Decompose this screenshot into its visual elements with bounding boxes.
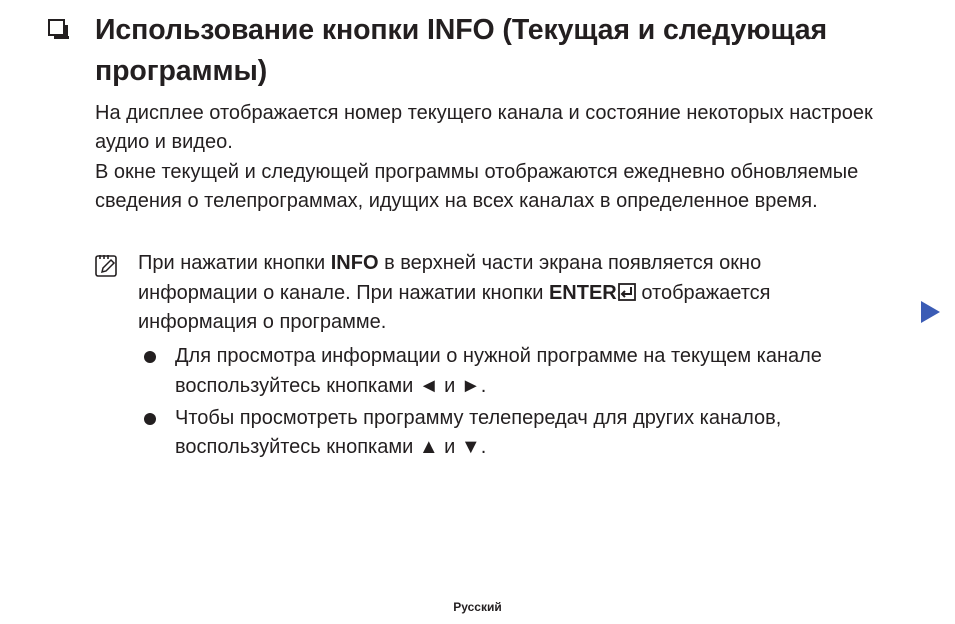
bullet-text: Чтобы просмотреть программу телепередач для других каналов, воспользуйтесь кнопками ▲ и ▼. xyxy=(175,406,782,458)
note-text-part3: отображается информация о программе. xyxy=(138,281,771,333)
bullet-list xyxy=(142,342,902,465)
enter-key-icon xyxy=(618,283,636,301)
intro-paragraph: На дисплее отображается номер текущего канала и состояние некоторых настроек аудио и видео. xyxy=(95,102,873,153)
list-item xyxy=(142,404,902,463)
bullet-text: Для просмотра информации о нужной программе на текущем канале воспользуйтесь кнопками ◄ и ►. xyxy=(175,345,822,397)
next-page-arrow-icon[interactable] xyxy=(921,301,940,323)
info-key-label: INFO xyxy=(330,252,379,274)
note-pencil-icon xyxy=(95,254,118,277)
note-text-part2: в верхней части экрана появляется окно информации о канале. При нажатии кнопки xyxy=(138,252,762,304)
note-text xyxy=(138,249,855,338)
checkbox-icon xyxy=(48,19,65,36)
section-heading xyxy=(48,10,908,92)
footer-language: Русский xyxy=(453,600,502,614)
list-item xyxy=(142,342,902,401)
page-title: Использование кнопки INFO (Текущая и следующая программы) xyxy=(95,14,828,87)
note-text-part1: При нажатии кнопки xyxy=(138,252,331,274)
bullet-dot-icon xyxy=(144,413,156,425)
note-block xyxy=(95,249,855,338)
bullet-dot-icon xyxy=(144,351,156,363)
enter-key-label: ENTER xyxy=(548,281,617,304)
description-paragraph: В окне текущей и следующей программы отображаются ежедневно обновляемые сведения о телепрограммах, идущих на всех каналах в определенное время. xyxy=(95,161,859,212)
